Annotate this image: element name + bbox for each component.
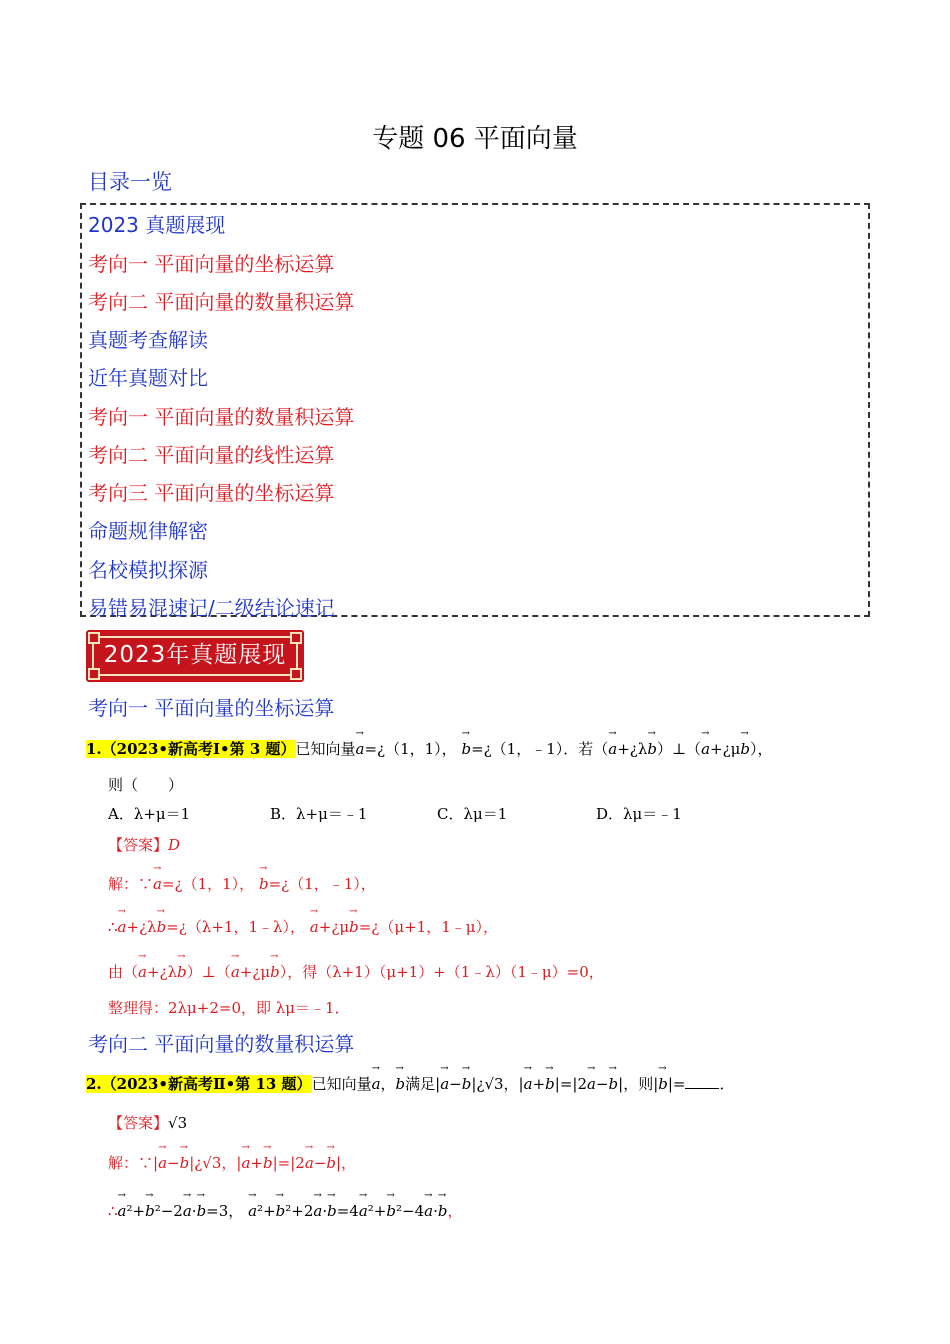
vector-a: → a [153,875,162,893]
vector-b: → b [658,1075,668,1093]
option-a[interactable]: A．λ+μ＝1 [108,805,191,823]
solution-1-line2 [108,916,498,937]
stem-text: |¿√3，| [471,1075,524,1093]
solution-text: =¿（λ+1，1﹣λ）， [166,918,306,936]
question-2-stem [86,1073,735,1094]
answer-1 [108,834,180,855]
toc-item-compare[interactable]: 近年真题对比 [88,366,208,390]
question-number: 2. [86,1075,102,1093]
stem-text: |= [667,1075,686,1093]
vector-a: → a [305,1154,314,1172]
vector-a: → a [138,963,147,981]
answer-value: √3 [168,1114,188,1132]
vector-a: → a [118,918,127,936]
vector-a: → a [440,1075,449,1093]
stem-text: +¿λ [617,740,648,758]
toc-item-dot[interactable]: 考向二 平面向量的数量积运算 [88,290,355,314]
vector-b: → b [327,1202,337,1220]
vector-b: → b [647,740,657,758]
vector-b: → b [276,1202,286,1220]
vector-a: → a [231,963,240,981]
page-title: 专题 06 平面向量 [372,124,578,154]
vector-a: → a [356,740,365,758]
question-1-stem [86,738,773,759]
solution-text: |¿√3，| [189,1154,242,1172]
stem-text: − [449,1075,462,1093]
vector-b: → b [438,1202,448,1220]
question-1-stem-line2: 则（ ） [108,776,184,794]
vector-a: → a [118,1202,127,1220]
vector-b: → b [609,1075,619,1093]
vector-a: → a [587,1075,596,1093]
solution-text: ²−4 [395,1202,425,1220]
toc-item-analysis[interactable]: 真题考查解读 [88,328,208,352]
question-number: 1. [86,740,102,758]
section-title-coord: 考向一 平面向量的坐标运算 [88,696,335,720]
solution-text: − [167,1154,180,1172]
answer-value: D [168,836,181,854]
stem-text: |，则| [618,1075,659,1093]
solution-text: ²+ [257,1202,276,1220]
vector-b: → b [386,1202,396,1220]
vector-b: → b [545,1075,555,1093]
solution-2-line1 [108,1152,356,1173]
question-source: （2023•新高考Ⅱ•第 13 题） [101,1075,312,1093]
vector-a: → a [310,918,319,936]
stem-text: =¿（1，﹣1）．若（ [471,740,609,758]
stem-text: 满足| [405,1075,441,1093]
solution-text: ²+2 [285,1202,314,1220]
stem-text: ， [380,1075,396,1093]
toc-item-coord[interactable]: 考向一 平面向量的坐标运算 [88,252,335,276]
solution-text: ∴ [108,1202,118,1220]
solution-1-line3 [108,961,604,982]
solution-text: 由（ [108,963,139,981]
solution-text: +¿λ [146,963,178,981]
vector-a: → a [241,1154,250,1172]
vector-b: → b [197,1202,207,1220]
toc-heading: 目录一览 [88,170,172,194]
solution-text: +¿λ [126,918,157,936]
vector-b: → b [462,1075,472,1093]
vector-a: → a [701,740,710,758]
option-d[interactable]: D．λμ＝﹣1 [596,805,682,823]
solution-text: ²+ [126,1202,146,1220]
toc-item-mock[interactable]: 名校模拟探源 [88,558,208,582]
vector-a: → a [372,1075,381,1093]
toc-item-linear[interactable]: 考向二 平面向量的线性运算 [88,443,335,467]
vector-a: → a [183,1202,192,1220]
stem-text: 已知向量 [295,740,356,758]
solution-text: +¿μ [239,963,271,981]
vector-a: → a [524,1075,533,1093]
solution-text: ∴ [108,918,118,936]
vector-a: → a [158,1154,167,1172]
solution-text: |， [335,1154,357,1172]
toc-item-pattern[interactable]: 命题规律解密 [88,519,208,543]
vector-b: → b [270,963,280,981]
solution-text: =¿（μ+1，1﹣μ）， [358,918,498,936]
stem-text: ）， [749,740,773,758]
answer-2 [108,1112,187,1133]
solution-text: ），得（λ+1）（μ+1）+（1﹣λ）（1﹣μ）=0， [279,963,604,981]
solution-text: =¿（1，1）， [161,875,255,893]
solution-1-line1 [108,873,376,894]
solution-text: 解：∵ [108,875,154,893]
option-b[interactable]: B．λ+μ＝﹣1 [270,805,368,823]
solution-text: ²−2 [154,1202,183,1220]
vector-a: → a [359,1202,368,1220]
vector-a: → a [248,1202,257,1220]
stem-text: |=|2 [554,1075,587,1093]
vector-b: → b [461,740,471,758]
vector-b: → b [740,740,750,758]
vector-b: → b [177,963,187,981]
solution-text: +¿μ [318,918,350,936]
toc-box [80,203,870,620]
answer-label: 【答案】 [108,836,169,854]
question-source: （2023•新高考Ⅰ•第 3 题） [101,740,296,758]
stem-text: 已知向量 [311,1075,372,1093]
solution-text: ）⊥（ [186,963,231,981]
vector-b: → b [145,1202,155,1220]
vector-a: → a [608,740,617,758]
solution-text: · [322,1202,328,1220]
solution-text: ²+ [367,1202,387,1220]
section-title-dot: 考向二 平面向量的数量积运算 [88,1032,355,1056]
vector-b: → b [326,1154,336,1172]
option-c[interactable]: C．λμ＝1 [437,805,508,823]
section-banner [86,630,304,682]
vector-b: → b [259,875,269,893]
solution-text: − [313,1154,327,1172]
solution-text: =3， [206,1202,244,1220]
vector-a: → a [424,1202,433,1220]
stem-text: − [595,1075,609,1093]
solution-1-line4: 整理得：2λμ+2=0，即 λμ＝﹣1． [108,999,350,1017]
solution-text: =¿（1，﹣1）， [268,875,376,893]
solution-text: + [250,1154,263,1172]
vector-a: → a [313,1202,322,1220]
solution-text: · [191,1202,197,1220]
solution-text: |=|2 [272,1154,305,1172]
stem-text: =¿（1，1）， [364,740,457,758]
solution-text: 解：∵| [108,1154,159,1172]
vector-b: → b [396,1075,406,1093]
stem-text: +¿μ [710,740,741,758]
solution-text: ， [447,1202,463,1220]
toc-item-2023[interactable]: 2023 真题展现 [88,213,226,237]
vector-b: → b [180,1154,190,1172]
toc-item-coord-2[interactable]: 考向三 平面向量的坐标运算 [88,481,335,505]
vector-b: → b [263,1154,273,1172]
stem-text: ． [719,1075,735,1093]
vector-b: → b [157,918,167,936]
banner-text: 2023年真题展现 [103,642,287,668]
toc-item-dot-2[interactable]: 考向一 平面向量的数量积运算 [88,405,355,429]
vector-b: → b [349,918,359,936]
banner-corner [290,668,302,680]
stem-text: + [532,1075,546,1093]
toc-item-notes[interactable]: 易错易混速记/二级结论速记 [88,596,335,620]
banner-corner [88,668,100,680]
answer-label: 【答案】 [108,1114,169,1132]
solution-2-line2 [108,1200,462,1221]
solution-text: · [433,1202,438,1220]
stem-text: ）⊥（ [656,740,702,758]
answer-blank[interactable] [685,1076,719,1089]
solution-text: =4 [336,1202,359,1220]
